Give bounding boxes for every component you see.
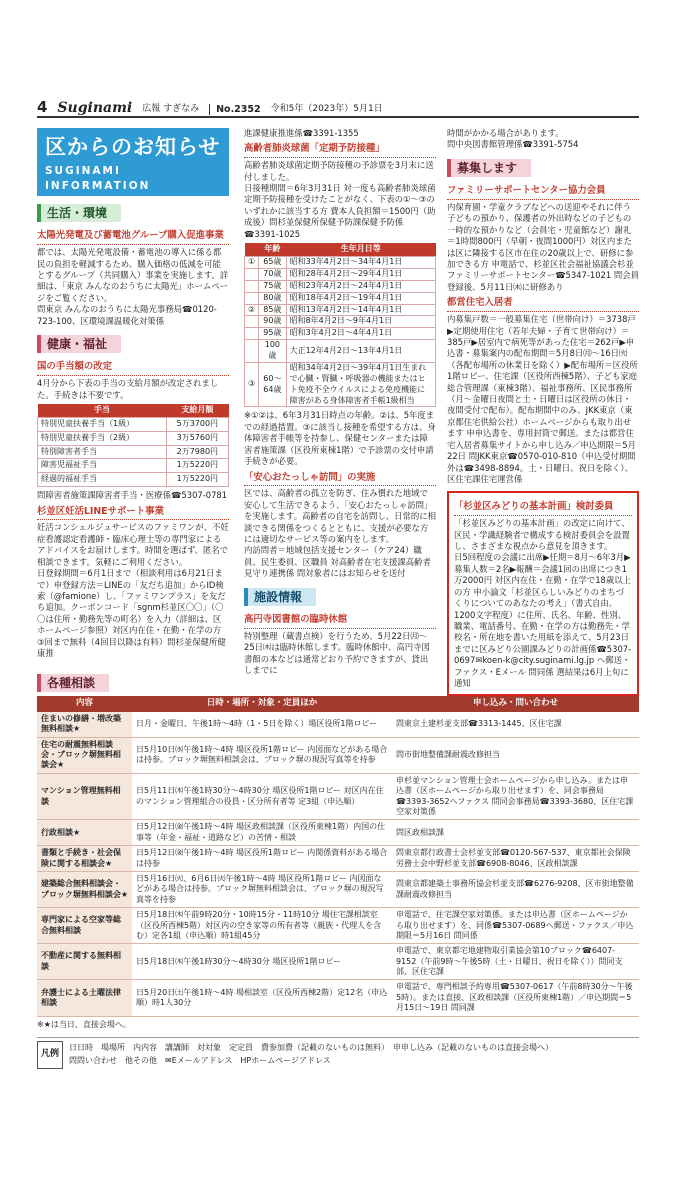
table-row — [245, 257, 436, 269]
article-body-vaccine: 高齢者肺炎球菌定期予防接種の予診票を3月末に送付しました。 — [244, 160, 434, 182]
banner-subtitle: SUGINAMI INFORMATION — [45, 165, 151, 192]
banner-title: 区からのお知らせ — [45, 135, 221, 159]
section-recruitment: 募集します — [447, 159, 531, 177]
table-row — [38, 417, 229, 431]
continued-contact: 進課健康推進係☎3391-1355 — [244, 128, 359, 138]
consultation-name: 不動産に関する無料相談 — [37, 944, 132, 980]
table-cell: 70歳 — [259, 268, 286, 280]
table-cell: 3万5760円 — [166, 431, 228, 445]
article-title-visit: 「安心おたっしゃ訪問」の実施 — [244, 472, 436, 487]
table-cell: 65歳 — [259, 257, 286, 269]
table-cell: ② — [245, 304, 259, 316]
table-cell: 85歳 — [259, 304, 286, 316]
table-row — [38, 473, 229, 487]
table-cell: 5万3700円 — [166, 417, 228, 431]
section-health-welfare: 健康・福祉 — [37, 335, 121, 353]
consultation-contact: 申杉並マンション管理士会ホームページから申し込み。または申込書（区ホームページから取り出せます）を、同会事務局☎3393-3652へファクス 問同会事務局☎3393-3680、区住宅課空家対策係 — [392, 773, 639, 820]
table-row — [37, 980, 639, 1016]
table-header: 生年月日等 — [286, 243, 435, 256]
table-cell: 昭和18年4月2日～19年4月1日 — [286, 292, 435, 304]
article-title-library: 高円寺図書館の臨時休館 — [244, 614, 436, 629]
consultation-details: 日5月12日㈮午後1時～4時 場区役所1階ロビー 内関係資料がある場合は持参 — [132, 846, 392, 872]
paper-logo: Suginami — [57, 100, 133, 116]
table-row — [37, 846, 639, 872]
table-row — [38, 431, 229, 445]
table-row — [38, 445, 229, 459]
section-life-environment: 生活・環境 — [37, 204, 121, 222]
column-2 — [244, 128, 436, 676]
consultation-details: 日5月18日㈭午後1時30分～4時30分 場区役所1階ロビー — [132, 944, 392, 980]
consultation-name: 行政相談★ — [37, 820, 132, 846]
consultation-contact: 申電話で、東京都宅地建物取引業協会第10ブロック☎6407-9152（午前9時～午後5時（土・日曜日、祝日を除く））問同支部、区住宅課 — [392, 944, 639, 980]
table-cell: 昭和23年4月2日～24年4月1日 — [286, 280, 435, 292]
table-header: 申し込み・問い合わせ — [392, 696, 639, 712]
continued-text: 時間がかかる場合があります。 — [447, 128, 564, 138]
consultation-details: 日5月10日㈬午後1時～4時 場区役所1階ロビー 内図面などがある場合は持参。ブロック塀無料相談会は、ブロック塀の現況写真等を持参 — [132, 737, 392, 773]
section-banner — [37, 128, 229, 196]
table-cell: 経過的福祉手当 — [38, 473, 167, 487]
issue-date: 令和5年（2023年）5月1日 — [270, 104, 383, 115]
age-table-body — [245, 257, 436, 407]
table-row — [37, 773, 639, 820]
consultation-name: マンション管理無料相談 — [37, 773, 132, 820]
consultation-name: 住宅の耐震無料相談会・ブロック塀無料相談会★ — [37, 737, 132, 773]
table-cell: 1万5220円 — [166, 459, 228, 473]
table-cell: 昭和28年4月2日～29年4月1日 — [286, 268, 435, 280]
table-row — [245, 340, 436, 363]
table-cell: 障害児福祉手当 — [38, 459, 167, 473]
article-body-housing: 内募集戸数＝一般募集住宅（世帯向け）＝3738戸▶定期使用住宅（若年夫婦・子育て世帯向け）＝385戸▶居室内で病死等があった住宅＝262戸▶申込書・募集案内の配布期間＝5月8日㈪～16日㈫（各配布場所の休業日を除く）▶配布場所＝区役所1階ロビー、住宅課（区役所西棟5階）、子ども家庭総合管理課（東棟3階）、福祉事務所、区民事務所（月～金曜日夜間と土・日曜日は区役所の休日・夜間受付で配布）。配布期間中のみ、JKK東京（東京都住宅供給公社）ホームページからも取り出せます 申申込書を、専用封筒で郵送。または都営住宅入居者募集サイトから申し込み／申込期限＝5月22日 問JKK東京☎0570-010-810（申込受付期間外は☎3498-8894。土・日曜日、祝日を除く）、区住宅課住宅運営係 — [447, 314, 638, 484]
age-table-note: ※①②は、6年3月31日時点の年齢。②は、5年度までの経過措置。③に該当し接種を希望する方は、身体障害者手帳等を持参し、保健センターまたは障害者施策課（区役所東棟1階）で予診票の交付申請手続きが必要。 — [244, 410, 436, 467]
table-row — [245, 304, 436, 316]
table-row — [38, 459, 229, 473]
table-cell: 100歳 — [259, 340, 286, 363]
consultation-details: 日5月12日㈮午後1時～4時 場区政相談課（区役所東棟1階）内国の仕事等（年金・福祉・道路など）の苦情・相談 — [132, 820, 392, 846]
article-body-solar: 都では、太陽光発電設備・蓄電池の導入に係る都民の負担を軽減するため、購入価格の低減を可能とするグループ（共同購入）事業を実施します。詳細は、「東京 みんなのおうちに太陽光」ホームページをご覧ください。 — [37, 247, 229, 303]
table-cell: 昭和3年4月2日～4年4月1日 — [286, 328, 435, 340]
article-body-library: 特別整理（蔵書点検）を行うため、5月22日㈪～25日㈭は臨時休館します。臨時休館中、高円寺図書館の本などは通常どおり予約できますが、貸出しまでに — [244, 630, 430, 676]
table-cell: 昭和13年4月2日～14年4月1日 — [286, 304, 435, 316]
highlighted-article — [447, 491, 639, 695]
article-contact-solar: 問東京 みんなのおうちに太陽光事務局☎0120-723-100、区環境課温暖化対策係 — [37, 304, 217, 326]
consultation-note: ※★は当日、直接会場へ。 — [37, 1019, 131, 1029]
table-cell: 1万5220円 — [166, 473, 228, 487]
consultation-name: 弁護士による土曜法律相談 — [37, 980, 132, 1016]
table-row — [245, 292, 436, 304]
table-row — [37, 820, 639, 846]
article-detail-green-plan: 日5回程度の会議に出席▶任期＝8月～6年3月▶募集人数＝2名▶報酬＝会議1回の出席につき1万2000円 対区内在住・在勤・在学で18歳以上の方 申小論文「杉並区らしいみどりのまちづくりについてのあなたの考え」（書式自由。1200文字程度）に住所、氏名、年齢、性別、職業、電話番号、在勤・在学の方は勤務先・学校名・所在地を書いた用紙を添えて、5月23日までに区みどり公園課みどりの計画係☎5307-0697✉koen-k@city.suginami.lg.jp へ郵送・ファクス・Eメール 問同係 選結果は6月上旬に通知 — [454, 552, 632, 689]
article-title-line: 杉並区妊活LINEサポート事業 — [37, 506, 229, 521]
article-title-allowance: 国の手当額の改定 — [37, 361, 229, 376]
continued-contact: 問中央図書館管理係☎3391-5754 — [447, 139, 579, 150]
issue-number: No.2352 — [209, 104, 261, 115]
table-row — [245, 362, 436, 407]
article-title-housing: 都営住宅入居者 — [447, 297, 639, 312]
article-title-family-support: ファミリーサポートセンター協力会員 — [447, 185, 639, 200]
table-row — [37, 737, 639, 773]
page-number: 4 — [37, 98, 48, 116]
consultation-name: 建築総合無料相談会・ブロック塀無料相談会★ — [37, 871, 132, 907]
table-cell: 90歳 — [259, 316, 286, 328]
table-cell — [245, 316, 259, 328]
table-header: 支給月額 — [166, 404, 228, 417]
newspaper-page — [37, 98, 639, 1066]
consultation-details: 日5月16日㈫、6月6日㈫午後1時～4時 場区役所1階ロビー 内図面などがある場合は持参。ブロック塀無料相談会は、ブロック塀の現況写真等を持参 — [132, 871, 392, 907]
consultation-details: 日5月11日㈭午後1時30分～4時30分 場区役所1階ロビー 対区内在住のマンション管理組合の役員・区分所有者等 定3組（申込順） — [132, 773, 392, 820]
consultation-table — [37, 696, 639, 1016]
table-cell — [245, 328, 259, 340]
table-cell: 2万7980円 — [166, 445, 228, 459]
table-header: 年齢 — [259, 243, 286, 256]
table-header: 手当 — [38, 404, 167, 417]
allowance-table — [37, 404, 229, 487]
table-cell — [245, 292, 259, 304]
table-header — [245, 243, 259, 256]
article-body-family-support: 内保育園・学童クラブなどへの送迎やそれに伴う子どもの預かり、保護者の外出時などの子どもの一時的な預かりなど（会員宅・児童館など）謝礼＝1時間800円（早朝・夜間1000円）対区内または区に隣接する区市在住の20歳以上で、研修に参加できる方 申電話で、杉並区社会福祉協議会杉並ファミリーサポートセンター☎5347-1021 問会員登録後、5月11日㈭に研修あり — [447, 201, 639, 292]
age-table — [244, 243, 436, 407]
table-cell: 特別児童扶養手当（1級） — [38, 417, 167, 431]
article-contact-allowance: 問障害者施策課障害者手当・医療係☎5307-0781 — [37, 490, 228, 501]
table-cell: 80歳 — [259, 292, 286, 304]
table-cell — [245, 340, 259, 363]
consultation-details: 日5月18日㈭午前9時20分・10時15分・11時10分 場住宅課相談室（区役所西棟5階）対区内の空き家等の所有者等（親族・代理人を含む）定各1組（申込順）時1組45分 — [132, 908, 392, 944]
article-title-vaccine: 高齢者肺炎球菌「定期予防接種」 — [244, 143, 436, 158]
table-cell: ③ — [245, 362, 259, 407]
consultation-details: 日5月20日㈯午後1時～4時 場相談室（区役所西棟2階）定12名（申込順）時1人30分 — [132, 980, 392, 1016]
table-cell: 95歳 — [259, 328, 286, 340]
table-header: 日時・場所・対象・定員ほか — [132, 696, 392, 712]
table-cell: 昭和34年4月2日～39年4月1日生まれで心臓・腎臓・呼吸器の機能またはヒト免疫不全ウイルスによる免疫機能に障害がある身体障害者手帳1級相当 — [286, 362, 435, 407]
consultation-section — [37, 674, 639, 1069]
consultation-contact: 問東京都建築士事務所協会杉並支部☎6276-9208、区市街地整備課耐震改修担当 — [392, 871, 639, 907]
article-title-green-plan: 「杉並区みどりの基本計画」検討委員 — [454, 501, 632, 516]
table-row — [37, 712, 639, 737]
table-cell: 昭和33年4月2日～34年4月1日 — [286, 257, 435, 269]
article-body-line: 妊活コンシェルジュサービスのファミワンが、不妊症看護認定看護師・臨床心理士等の専門家によるアドバイスをお届けします。時間を選ばず、匿名で相談できます。気軽にご利用ください。 — [37, 522, 229, 567]
legend-line: 問問い合わせ 他その他 ✉Eメールアドレス HPホームページアドレス — [69, 1056, 331, 1066]
table-row — [245, 268, 436, 280]
table-row — [37, 908, 639, 944]
section-consultations: 各種相談 — [37, 674, 109, 692]
consultation-contact: 問区政相談課 — [392, 820, 639, 846]
column-3 — [447, 128, 639, 696]
table-cell: ① — [245, 257, 259, 269]
article-detail-line: 日登録期間＝6月1日まで（相談利用は6月21日まで）申登録方法＝LINEの「友だち追加」からID検索（@famione）し、「ファミワンプラス」を友だち追加。クーポンコード「sgnm杉並区〇〇」（〇〇は住所・勤務先等の町名）を入力（詳細は、区ホームページ参照）対区内在住・在勤・在学の方 ③回まで無料（4回目以降は有料）問杉並保健所健康推 — [37, 568, 226, 659]
legend-line: 日日時 場場所 内内容 講講師 対対象 定定員 費参加費（記載のないものは無料） 申申し込み（記載のないものは直接会場へ） — [69, 1042, 554, 1052]
table-cell: 60～64歳 — [259, 362, 286, 407]
page-header — [37, 100, 639, 118]
table-cell: 特別障害者手当 — [38, 445, 167, 459]
column-1 — [37, 128, 229, 660]
consultation-contact: 問市街地整備課耐震改修担当 — [392, 737, 639, 773]
consultation-name: 書類と手続き・社会保険に関する相談会★ — [37, 846, 132, 872]
consultation-contact: 問東京土建杉並支部☎3313-1445、区住宅課 — [392, 712, 639, 737]
table-row — [245, 280, 436, 292]
consultation-details: 日月・金曜日、午後1時～4時（1・5日を除く）場区役所1階ロビー — [132, 712, 392, 737]
consultation-table-body — [37, 712, 639, 1016]
consultation-name: 住まいの修繕・増改築無料相談★ — [37, 712, 132, 737]
table-cell: 特別児童扶養手当（2級） — [38, 431, 167, 445]
article-detail-vaccine: 日接種期間＝6年3月31日 対一度も高齢者肺炎球菌定期予防接種を受けたことがなく、下表の①～③のいずれかに該当する方 費本人負担額＝1500円（助成後）問杉並保健所保健予防課保健予防係☎3391-1025 — [244, 183, 436, 239]
article-body-visit: 区では、高齢者の孤立を防ぎ、住み慣れた地域で安心して生活できるよう、「安心おたっしゃ訪問」を実施します。高齢者の自宅を訪問し、日常的に相談できる関係をつくるとともに、支援が必要な方には適切なサービス等の案内をします。 — [244, 488, 436, 544]
table-row — [245, 328, 436, 340]
article-title-solar: 太陽光発電及び蓄電池グループ購入促進事業 — [37, 230, 229, 245]
consultation-contact: 問東京都行政書士会杉並支部☎0120-567-537、東京都社会保険労務士会中野杉並支部☎6908-8046、区政相談課 — [392, 846, 639, 872]
table-cell: 75歳 — [259, 280, 286, 292]
legend — [37, 1037, 639, 1069]
table-header: 内容 — [37, 696, 132, 712]
legend-label: 凡例 — [37, 1041, 63, 1069]
table-cell: 昭和8年4月2日～9年4月1日 — [286, 316, 435, 328]
article-body-green-plan: 「杉並区みどりの基本計画」の改定に向けて、区民・学識経験者で構成する検討委員会を設置し、さまざまな視点から意見を頂きます。 — [454, 518, 630, 552]
table-row — [37, 871, 639, 907]
paper-name: 広報 すぎなみ — [142, 104, 200, 115]
table-cell — [245, 268, 259, 280]
article-detail-visit: 内訪問者＝地域包括支援センター（ケア24）職員、民生委員、区職員 対高齢者在宅支援課高齢者見守り連携係 問対象者にはお知らせを送付 — [244, 545, 431, 579]
consultation-name: 専門家による空家等総合無料相談 — [37, 908, 132, 944]
table-cell — [245, 280, 259, 292]
section-facility-info: 施設情報 — [244, 588, 316, 606]
consultation-contact: 申電話で、住宅課空家対策係。または申込書（区ホームページから取り出せます）を、同係☎5307-0689へ郵送・ファクス／申込期限＝5月16日 問同係 — [392, 908, 639, 944]
table-cell: 大正12年4月2日～13年4月1日 — [286, 340, 435, 363]
table-row — [245, 316, 436, 328]
table-row — [37, 944, 639, 980]
article-body-allowance: 4月分から下表の手当の支給月額が改定されました。手続きは不要です。 — [37, 378, 219, 400]
consultation-contact: 申電話で、専門相談予約専用☎5307-0617（午前8時30分～午後5時）。または直接、区政相談課（区役所東棟1階）／申込期間＝5月15日～19日 問同課 — [392, 980, 639, 1016]
